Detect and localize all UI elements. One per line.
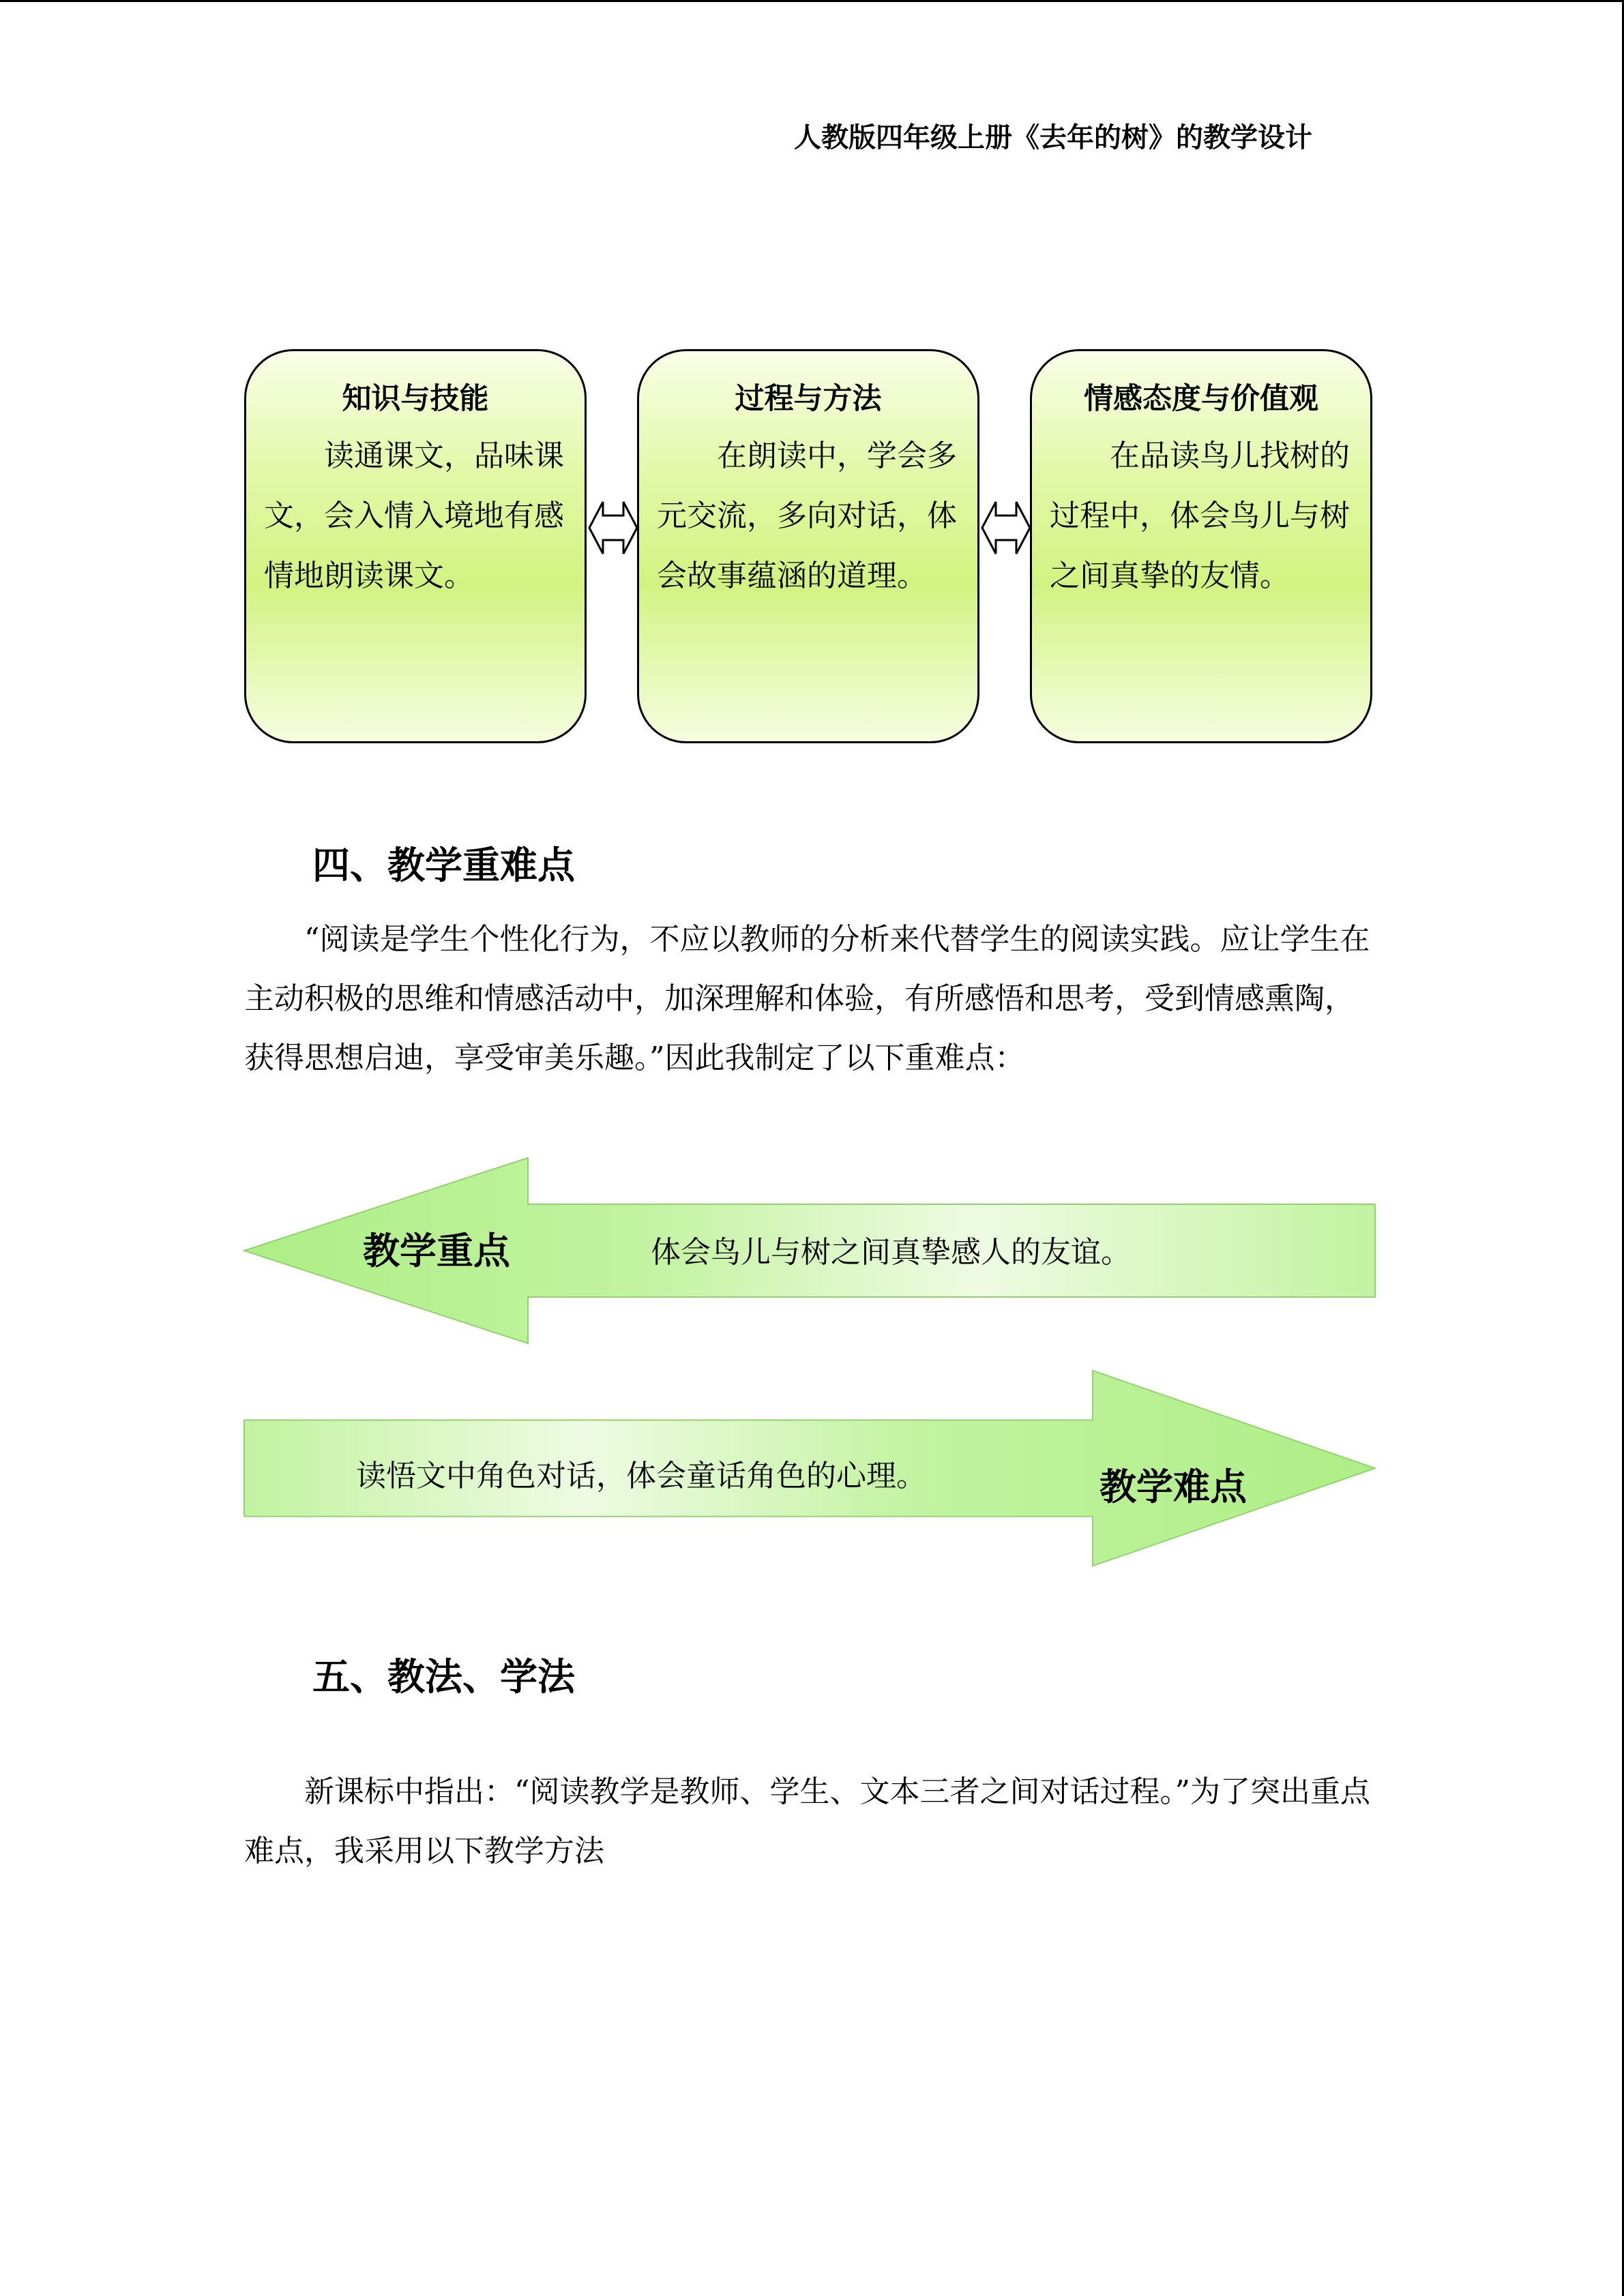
objective-box-emotion [1030,349,1372,743]
page-border-top [0,0,1624,2]
double-arrow-icon [588,495,638,561]
key-point-text: 体会鸟儿与树之间真挚感人的友谊。 [651,1235,1131,1270]
objective-title: 过程与方法 [735,382,882,416]
page-header-title: 人教版四年级上册《去年的树》的教学设计 [794,122,1312,153]
objective-box-process [637,349,979,743]
section-paragraph: 新课标中指出：“阅读教学是教师、学生、文本三者之间对话过程。”为了突出重点难点，我采用以下教学方法 [244,1774,1370,1868]
objective-text: 在品读鸟儿找树的过程中，体会鸟儿与树之间真挚的友情。 [1050,438,1350,593]
double-arrow-icon [981,495,1031,561]
objective-text: 在朗读中，学会多元交流，多向对话，体会故事蕴涵的道理。 [657,438,957,593]
objective-box-knowledge [244,349,587,743]
difficult-point-label: 教学难点 [1099,1465,1247,1508]
section-paragraph: “阅读是学生个性化行为，不应以教师的分析来代替学生的阅读实践。应让学生在主动积极的思维和情感活动中，加深理解和体验，有所感悟和思考，受到情感熏陶，获得思想启迪，享受审美乐趣。”因此我制定了以下重难点： [244,922,1370,1075]
objective-title: 情感态度与价值观 [1084,382,1318,416]
section-heading: 四、教学重难点 [312,844,576,887]
section-heading: 五、教法、学法 [312,1655,576,1699]
objective-text: 读通课文，品味课文，会入情入境地有感情地朗读课文。 [264,438,564,593]
difficult-point-text: 读悟文中角色对话，体会童话角色的心理。 [356,1459,926,1493]
objective-title: 知识与技能 [342,382,489,416]
key-point-label: 教学重点 [363,1229,510,1272]
